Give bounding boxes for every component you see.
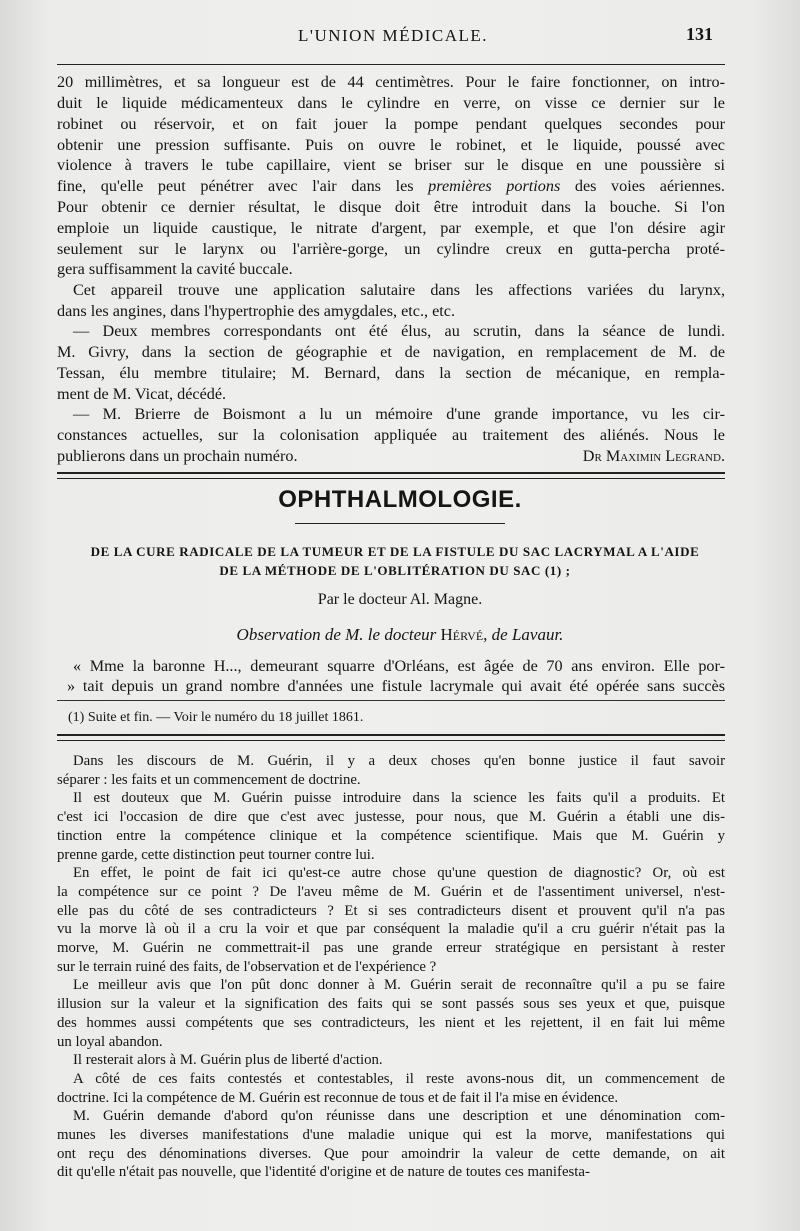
text-fragment: fine, qu'elle peut pénétrer avec l'air dans les: [57, 177, 429, 195]
feuilleton-line: elle pas du côté de ses contradicteurs ? Et si ses contradicteurs disent et prouvent qu'il n'a pas: [57, 902, 725, 919]
feuilleton-line: prenne garde, cette distinction peut tourner contre lui.: [57, 846, 375, 863]
feuilleton-line: illusion sur la valeur et la signification des faits qui se sont passés sous ses yeux et que, puisque: [57, 996, 725, 1013]
text-line: duit le liquide médicamenteux dans le cylindre en verre, on visse ce dernier sur le: [57, 94, 725, 112]
feuilleton-line: ont reçu des dénominations diverses. Que pour amoindrir la valeur de cette demande, on ait: [57, 1145, 725, 1162]
footnote: (1) Suite et fin. — Voir le numéro du 18 juillet 1861.: [68, 710, 364, 725]
footnote-rule: [57, 700, 725, 701]
text-line: violence à travers le tube capillaire, vient se briser sur le disque en une poussière si: [57, 156, 725, 174]
page-header: [0, 22, 800, 52]
text-line: M. Givry, dans la section de géographie et de navigation, en remplacement de M. de: [57, 343, 725, 361]
byline: Par le docteur Al. Magne.: [317, 591, 483, 608]
feuilleton-line: séparer : les faits et un commencement de doctrine.: [57, 771, 361, 788]
text-line: Pour obtenir ce dernier résultat, le disque doit être introduit dans la bouche. Si l'on: [57, 198, 725, 216]
section-divider: [57, 472, 725, 479]
feuilleton-line: Il est douteux que M. Guérin puisse introduire dans la science les faits qu'il a produits. Et: [73, 790, 725, 807]
text-line: ment de M. Vicat, décédé.: [57, 385, 227, 403]
feuilleton-divider: [57, 734, 725, 741]
text-line: — M. Brierre de Boismont a lu un mémoire d'une grande importance, vu les cir-: [73, 405, 725, 423]
feuilleton-line: dit qu'elle n'était pas nouvelle, que l'identité d'origine et de nature de toutes ces manifesta-: [57, 1164, 590, 1181]
text-line: emploie un liquide caustique, le nitrate d'argent, par exemple, et que l'on désire agir: [57, 219, 725, 237]
text-fragment: des voies aériennes.: [560, 177, 725, 195]
feuilleton-line: des hommes aussi compétents que ses contradicteurs, les nient et les rejettent, il en fait lui même: [57, 1014, 725, 1031]
feuilleton-line: En effet, le point de fait ici qu'est-ce autre chose qu'une question de diagnostic? Or, où est: [73, 865, 725, 882]
text-line: 20 millimètres, et sa longueur est de 44 centimètres. Pour le faire fonctionner, on intro-: [57, 73, 725, 91]
feuilleton-line: Dans les discours de M. Guérin, il y a deux choses qu'en bonne justice il faut savoir: [73, 753, 725, 769]
text-line: obtenir une pression suffisante. Puis on ouvre le robinet, et le liquide, poussé avec: [57, 136, 725, 154]
feuilleton-line: doctrine. Ici la compétence de M. Guérin est reconnue de tous et de fait il l'a mise en évidence.: [57, 1089, 619, 1106]
text-line: seulement sur le larynx ou l'arrière-gorge, un cylindre creux en gutta-percha proté-: [57, 240, 725, 258]
feuilleton-line: tinction entre la compétence clinique et la compétence scientifique. Mais que M. Guérin y: [57, 827, 725, 844]
observation-prefix: Observation de M. le docteur: [236, 625, 437, 644]
feuilleton-line: A côté de ces faits contestés et contestables, il reste avons-nous dit, un commencement de: [73, 1070, 725, 1087]
quote-line: » tait depuis un grand nombre d'années une fistule lacrymale qui avait été opérée sans succès: [67, 677, 725, 695]
text-line: publierons dans un prochain numéro.: [57, 447, 298, 465]
text-line: constances actuelles, sur la colonisation appliquée au traitement des aliénés. Nous le: [57, 426, 725, 444]
signature: [520, 446, 725, 467]
section-title: OPHTHALMOLOGIE.: [278, 486, 522, 513]
italic-phrase: premières portions: [428, 177, 561, 195]
feuilleton-line: M. Guérin demande d'abord qu'on réunisse dans une description et une dénomination com-: [73, 1108, 725, 1125]
text-line: dans les angines, dans l'hypertrophie des amygdales, etc., etc.: [57, 302, 456, 320]
page-number: 131: [686, 24, 713, 44]
observation-name: Hérvé,: [440, 625, 488, 644]
text-line: gera suffisamment la cavité buccale.: [57, 260, 293, 278]
text-line: Cet appareil trouve une application salutaire dans les affections variées du larynx,: [73, 281, 725, 299]
feuilleton-line: Le meilleur avis que l'on pût donc donner à M. Guérin serait de reconnaître qu'il a pu se faire: [73, 977, 725, 994]
quote-line: « Mme la baronne H..., demeurant squarre d'Orléans, est âgée de 70 ans environ. Elle por-: [73, 657, 725, 675]
header-rule: [57, 64, 725, 65]
feuilleton-line: un loyal abandon.: [57, 1033, 163, 1050]
feuilleton-line: sur le terrain ruiné des faits, de l'observation et de l'expérience ?: [57, 958, 437, 975]
feuilleton-line: munes les diverses manifestations d'une maladie unique qui est la morve, manifestations qui: [57, 1127, 725, 1143]
text-line: robinet ou réservoir, et on fait jouer la pompe pendant quelques secondes pour: [57, 115, 725, 133]
feuilleton-line: morve, M. Guérin ne commettrait-il pas une grande erreur stratégique en persistant à rester: [57, 940, 725, 956]
title-rule: [295, 523, 505, 524]
feuilleton-line: Il resterait alors à M. Guérin plus de liberté d'action.: [73, 1052, 383, 1069]
observation-heading: [0, 625, 800, 645]
text-line: — Deux membres correspondants ont été élus, au scrutin, dans la séance de lundi.: [73, 322, 725, 340]
article-title-line-2: DE LA MÉTHODE DE L'OBLITÉRATION DU SAC (1) ;: [219, 563, 571, 578]
feuilleton-line: c'est ici l'occasion de dire que c'est avec justesse, pour nous, que M. Guérin a établi une dis-: [57, 809, 725, 826]
article-title-line-1: DE LA CURE RADICALE DE LA TUMEUR ET DE LA FISTULE DU SAC LACRYMAL A L'AIDE: [90, 544, 700, 559]
feuilleton-line: la compétence sur ce point ? De l'aveu même de M. Guérin et de l'assentiment universel, n'est-: [57, 883, 725, 900]
feuilleton-line: vu la morve là où il a cru la voir et que par conséquent la maladie qu'il a cru guérir n'était pas la: [57, 921, 725, 938]
text-line: [57, 176, 725, 197]
running-title: L'UNION MÉDICALE.: [298, 26, 489, 45]
observation-suffix: de Lavaur.: [491, 625, 564, 644]
signature-text: Dr Maximin Legrand.: [582, 447, 725, 465]
text-line: Tessan, élu membre titulaire; M. Bernard, dans la section de mécanique, en rempla-: [57, 364, 725, 382]
